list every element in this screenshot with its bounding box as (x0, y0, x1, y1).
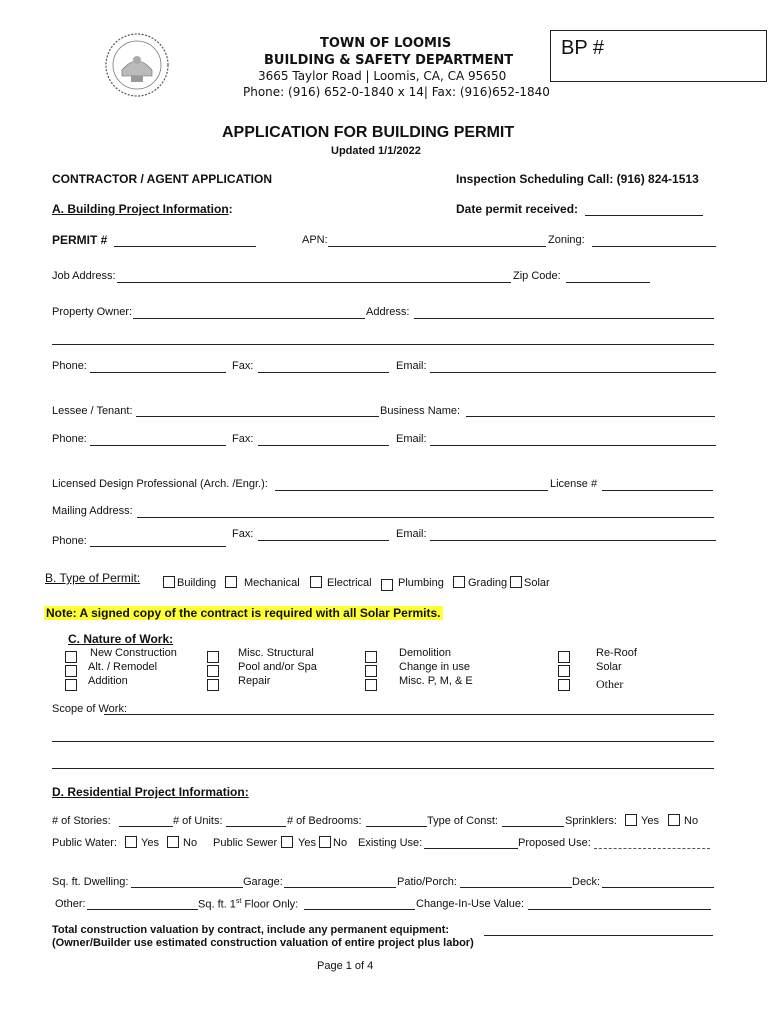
public-sewer-label: Public Sewer (213, 837, 278, 849)
permit-type-building-checkbox[interactable] (163, 576, 175, 588)
nature-pool-spa-checkbox[interactable] (207, 665, 219, 677)
date-received-field[interactable] (585, 215, 703, 216)
first-floor-sqft-label (198, 898, 298, 911)
permit-type-grading-checkbox[interactable] (453, 576, 465, 588)
job-address-label: Job Address: (52, 270, 116, 282)
nature-alt-remodel-label: Alt. / Remodel (88, 661, 158, 673)
sqft-dwelling-field[interactable] (131, 887, 243, 888)
sprinklers-yes-checkbox[interactable] (625, 814, 637, 826)
proposed-use-field[interactable] (594, 848, 710, 849)
mailing-address-field[interactable] (137, 517, 714, 518)
design-phone-label: Phone: (52, 535, 87, 547)
design-phone-field[interactable] (90, 546, 226, 547)
deck-field[interactable] (602, 887, 714, 888)
permit-type-solar-label: Solar (524, 577, 550, 589)
permit-type-plumbing-label: Plumbing (398, 577, 444, 589)
section-a-colon: : (228, 202, 233, 216)
zip-code-field[interactable] (566, 282, 650, 283)
first-floor-sqft-text-b: Floor Only: (241, 898, 299, 911)
permit-number-label: PERMIT # (52, 233, 108, 247)
sprinklers-yes-label: Yes (641, 815, 659, 827)
inspection-scheduling: Inspection Scheduling Call: (916) 824-1513 (456, 172, 699, 186)
section-d-title: Residential Project Information: (64, 785, 249, 799)
public-water-no-checkbox[interactable] (167, 836, 179, 848)
nature-misc-pme-label: Misc. P, M, & E (399, 675, 473, 687)
garage-field[interactable] (284, 887, 396, 888)
apn-field[interactable] (328, 246, 546, 247)
permit-type-electrical-checkbox[interactable] (310, 576, 322, 588)
design-fax-label: Fax: (232, 528, 254, 540)
solar-contract-note: Note: A signed copy of the contract is required with all Solar Permits. (46, 606, 441, 620)
scope-of-work-field-2[interactable] (52, 741, 714, 742)
license-number-field[interactable] (602, 490, 713, 491)
nature-misc-structural-checkbox[interactable] (207, 651, 219, 663)
public-sewer-yes-checkbox[interactable] (281, 836, 293, 848)
scope-of-work-field[interactable] (104, 714, 714, 715)
permit-type-mechanical-label: Mechanical (244, 577, 300, 589)
owner-fax-field[interactable] (258, 372, 389, 373)
property-owner-label: Property Owner: (52, 306, 133, 318)
owner-phone-label: Phone: (52, 360, 87, 372)
permit-type-grading-label: Grading (468, 577, 508, 589)
nature-reroof-checkbox[interactable] (558, 651, 570, 663)
nature-new-construction-label: New Construction (90, 647, 177, 659)
nature-new-construction-checkbox[interactable] (65, 651, 77, 663)
business-name-field[interactable] (466, 416, 715, 417)
garage-label: Garage: (243, 876, 283, 888)
owner-fax-label: Fax: (232, 360, 254, 372)
section-a-title: A. Building Project Information (52, 202, 229, 216)
owner-address-field-2[interactable] (52, 344, 714, 345)
sprinklers-no-checkbox[interactable] (668, 814, 680, 826)
deck-label: Deck: (572, 876, 601, 888)
owner-address-field[interactable] (414, 318, 714, 319)
public-sewer-no-label: No (333, 837, 348, 849)
public-sewer-no-checkbox[interactable] (319, 836, 331, 848)
design-email-label: Email: (396, 528, 427, 540)
bedrooms-field[interactable] (366, 826, 427, 827)
sprinklers-no-label: No (684, 815, 699, 827)
permit-number-field[interactable] (114, 246, 256, 247)
zip-code-label: Zip Code: (513, 270, 561, 282)
stories-label: # of Stories: (52, 815, 111, 827)
town-name: TOWN OF LOOMIS (320, 36, 452, 51)
nature-repair-checkbox[interactable] (207, 679, 219, 691)
permit-type-mechanical-checkbox[interactable] (225, 576, 237, 588)
property-owner-field[interactable] (133, 318, 365, 319)
sqft-dwelling-label: Sq. ft. Dwelling: (52, 876, 129, 888)
department-address: 3665 Taylor Road | Loomis, CA, CA 95650 (258, 69, 507, 83)
form-updated-date: Updated 1/1/2022 (331, 145, 421, 157)
license-number-label: License # (550, 478, 598, 490)
apn-label: APN: (302, 234, 328, 246)
lessee-email-label: Email: (396, 433, 427, 445)
job-address-field[interactable] (117, 282, 511, 283)
nature-addition-checkbox[interactable] (65, 679, 77, 691)
nature-change-in-use-checkbox[interactable] (365, 665, 377, 677)
nature-reroof-label: Re-Roof (596, 647, 637, 659)
construction-type-label: Type of Const: (427, 815, 498, 827)
nature-demolition-label: Demolition (399, 647, 451, 659)
public-sewer-yes-label: Yes (298, 837, 316, 849)
town-seal-logo (104, 32, 170, 98)
design-fax-field[interactable] (258, 540, 389, 541)
bp-number-box[interactable] (550, 30, 767, 82)
section-c-title: C. Nature of Work: (68, 632, 174, 646)
first-floor-sqft-superscript: st (235, 898, 242, 905)
nature-addition-label: Addition (88, 675, 128, 687)
zoning-field[interactable] (592, 246, 716, 247)
business-name-label: Business Name: (380, 405, 461, 417)
date-received-label: Date permit received: (456, 202, 579, 216)
units-label: # of Units: (173, 815, 223, 827)
form-title: APPLICATION FOR BUILDING PERMIT (222, 124, 515, 141)
lessee-email-field[interactable] (430, 445, 716, 446)
change-in-use-value-label: Change-In-Use Value: (416, 898, 525, 910)
units-field[interactable] (226, 826, 286, 827)
mailing-address-label: Mailing Address: (52, 505, 133, 517)
other-sqft-label: Other: (55, 898, 86, 910)
page-number: Page 1 of 4 (317, 960, 374, 972)
owner-address-label: Address: (366, 306, 410, 318)
patio-porch-field[interactable] (460, 887, 572, 888)
zoning-label: Zoning: (548, 234, 585, 246)
patio-porch-label: Patio/Porch: (397, 876, 457, 888)
first-floor-sqft-text-a: Sq. ft. 1 (198, 898, 236, 911)
sprinklers-label: Sprinklers: (565, 815, 617, 827)
nature-alt-remodel-checkbox[interactable] (65, 665, 77, 677)
nature-demolition-checkbox[interactable] (365, 651, 377, 663)
design-email-field[interactable] (430, 540, 716, 541)
construction-type-field[interactable] (502, 826, 564, 827)
nature-misc-structural-label: Misc. Structural (238, 647, 314, 659)
first-floor-sqft-field[interactable] (304, 909, 415, 910)
permit-type-electrical-label: Electrical (327, 577, 372, 589)
scope-of-work-field-3[interactable] (52, 768, 714, 769)
public-water-label: Public Water: (52, 837, 118, 849)
existing-use-field[interactable] (424, 848, 518, 849)
stories-field[interactable] (119, 826, 173, 827)
nature-solar-checkbox[interactable] (558, 665, 570, 677)
lessee-fax-field[interactable] (258, 445, 389, 446)
section-a-heading (52, 202, 233, 216)
change-in-use-value-field[interactable] (528, 909, 711, 910)
proposed-use-label: Proposed Use: (518, 837, 591, 849)
design-professional-label: Licensed Design Professional (Arch. /Engr.): (52, 478, 268, 490)
permit-type-building-label: Building (177, 577, 217, 589)
nature-pool-spa-label: Pool and/or Spa (238, 661, 317, 673)
bp-number-label: BP # (561, 37, 604, 59)
total-valuation-field[interactable] (484, 935, 713, 936)
public-water-yes-label: Yes (141, 837, 159, 849)
owner-email-label: Email: (396, 360, 427, 372)
existing-use-label: Existing Use: (358, 837, 423, 849)
owner-builder-note: (Owner/Builder use estimated construction valuation of entire project plus labor) (52, 937, 474, 949)
public-water-no-label: No (183, 837, 198, 849)
lessee-phone-label: Phone: (52, 433, 87, 445)
section-b-title: B. Type of Permit: (45, 571, 141, 585)
nature-repair-label: Repair (238, 675, 271, 687)
nature-other-label: Other (596, 677, 624, 691)
section-d-heading (52, 785, 249, 799)
nature-change-in-use-label: Change in use (399, 661, 470, 673)
permit-type-plumbing-checkbox[interactable] (381, 579, 393, 591)
lessee-fax-label: Fax: (232, 433, 254, 445)
nature-misc-pme-checkbox[interactable] (365, 679, 377, 691)
lessee-phone-field[interactable] (90, 445, 226, 446)
design-professional-field[interactable] (275, 490, 548, 491)
lessee-label: Lessee / Tenant: (52, 405, 133, 417)
total-valuation-label: Total construction valuation by contract, include any permanent equipment: (52, 924, 450, 936)
permit-type-solar-checkbox[interactable] (510, 576, 522, 588)
department-phone: Phone: (916) 652-0-1840 x 14| Fax: (916)652-1840 (243, 85, 550, 99)
public-water-yes-checkbox[interactable] (125, 836, 137, 848)
owner-phone-field[interactable] (90, 372, 226, 373)
scope-of-work-label: Scope of Work: (52, 703, 127, 715)
contractor-application-label: CONTRACTOR / AGENT APPLICATION (52, 172, 272, 186)
nature-solar-label: Solar (596, 661, 622, 673)
bedrooms-label: # of Bedrooms: (287, 815, 362, 827)
section-d-letter: D. (52, 785, 64, 799)
lessee-field[interactable] (136, 416, 379, 417)
other-sqft-field[interactable] (87, 909, 198, 910)
owner-email-field[interactable] (430, 372, 716, 373)
nature-other-checkbox[interactable] (558, 679, 570, 691)
department-name: BUILDING & SAFETY DEPARTMENT (264, 53, 514, 68)
